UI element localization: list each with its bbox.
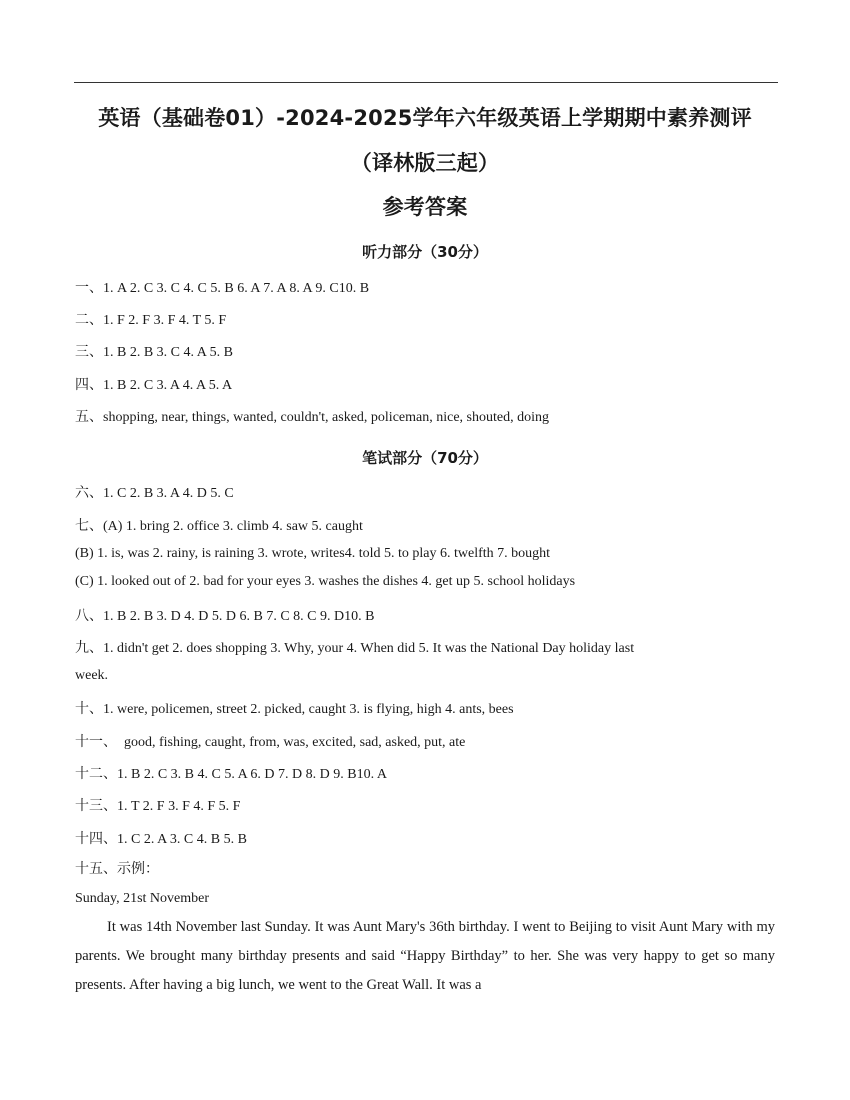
listening-section-heading: 听力部分（30分） (362, 243, 488, 261)
example-label: 示例： (117, 861, 159, 877)
question-number: 十二、 (75, 766, 117, 782)
answer-text: 1. B 2. C 3. A 4. A 5. A (103, 378, 233, 393)
question-number: 五、 (75, 409, 103, 425)
question-number: 九、 (75, 640, 103, 656)
question-number: 二、 (75, 312, 103, 328)
answer-key-heading: 参考答案 (382, 195, 468, 219)
answer-line-14 (75, 828, 247, 848)
question-number: 三、 (75, 344, 103, 360)
answer-text: 1. B 2. B 3. C 4. A 5. B (103, 345, 233, 360)
question-number: 十三、 (75, 798, 117, 814)
answer-text: good, fishing, caught, from, was, excited, sad, asked, put, ate (117, 735, 466, 750)
writing-section-heading: 笔试部分（70分） (362, 449, 488, 467)
answer-line-9-continued: week. (75, 668, 109, 683)
question-number: 十五、 (75, 861, 117, 877)
question-number: 八、 (75, 608, 103, 624)
answer-text: 1. F 2. F 3. F 4. T 5. F (103, 313, 227, 328)
answer-line-10 (75, 698, 514, 718)
answer-line-15 (75, 858, 159, 878)
question-number: 十一、 (75, 734, 117, 750)
page-title: 英语（基础卷01）-2024-2025学年六年级英语上学期期中素养测评 (98, 106, 752, 130)
answer-line-12 (75, 763, 387, 783)
answer-line-3 (75, 341, 233, 361)
answer-line-13 (75, 795, 240, 815)
answer-text: 1. C 2. B 3. A 4. D 5. C (103, 486, 234, 501)
answer-text: 1. didn't get 2. does shopping 3. Why, your 4. When did 5. It was the National Day holiday last (103, 641, 635, 656)
answer-text: 1. were, policemen, street 2. picked, caught 3. is flying, high 4. ants, bees (103, 702, 514, 717)
question-number: 七、 (75, 518, 103, 534)
question-number: 四、 (75, 377, 103, 393)
answer-text: 1. T 2. F 3. F 4. F 5. F (117, 799, 241, 814)
answer-text: 1. B 2. B 3. D 4. D 5. D 6. B 7. C 8. C 9. D10. B (103, 609, 375, 624)
answer-text: 1. B 2. C 3. B 4. C 5. A 6. D 7. D 8. D 9. B10. A (117, 767, 387, 782)
answer-text: 1. A 2. C 3. C 4. C 5. B 6. A 7. A 8. A 9. C10. B (103, 281, 370, 296)
answer-line-1 (75, 277, 369, 297)
answer-line-2 (75, 309, 226, 329)
question-number: 一、 (75, 280, 103, 296)
essay-paragraph: It was 14th November last Sunday. It was Aunt Mary's 36th birthday. I went to Beijing to visit Aunt Mary with my parents. We brought many birthday presents and said “Happy Birthday” to her. She was very happy to get so many presents. After having a big lunch, we went to the Great Wall. It was a (75, 919, 775, 993)
page-subtitle: （译林版三起） (350, 151, 500, 175)
question-number: 十四、 (75, 831, 117, 847)
essay-date: Sunday, 21st November (75, 891, 210, 906)
answer-line-7b: (B) 1. is, was 2. rainy, is raining 3. wrote, writes4. told 5. to play 6. twelfth 7. bought (75, 546, 551, 561)
question-number: 六、 (75, 485, 103, 501)
answer-line-7a (75, 515, 363, 535)
answer-text: (A) 1. bring 2. office 3. climb 4. saw 5. caught (103, 519, 363, 534)
answer-line-9 (75, 637, 634, 657)
answer-line-8 (75, 605, 374, 625)
top-rule (74, 82, 778, 83)
answer-text: shopping, near, things, wanted, couldn't, asked, policeman, nice, shouted, doing (103, 410, 549, 425)
answer-line-11 (75, 731, 465, 751)
answer-line-4 (75, 374, 232, 394)
answer-line-7c: (C) 1. looked out of 2. bad for your eyes 3. washes the dishes 4. get up 5. school holidays (75, 574, 576, 589)
question-number: 十、 (75, 701, 103, 717)
answer-line-5 (75, 406, 549, 426)
answer-text: 1. C 2. A 3. C 4. B 5. B (117, 832, 247, 847)
answer-line-6 (75, 482, 234, 502)
